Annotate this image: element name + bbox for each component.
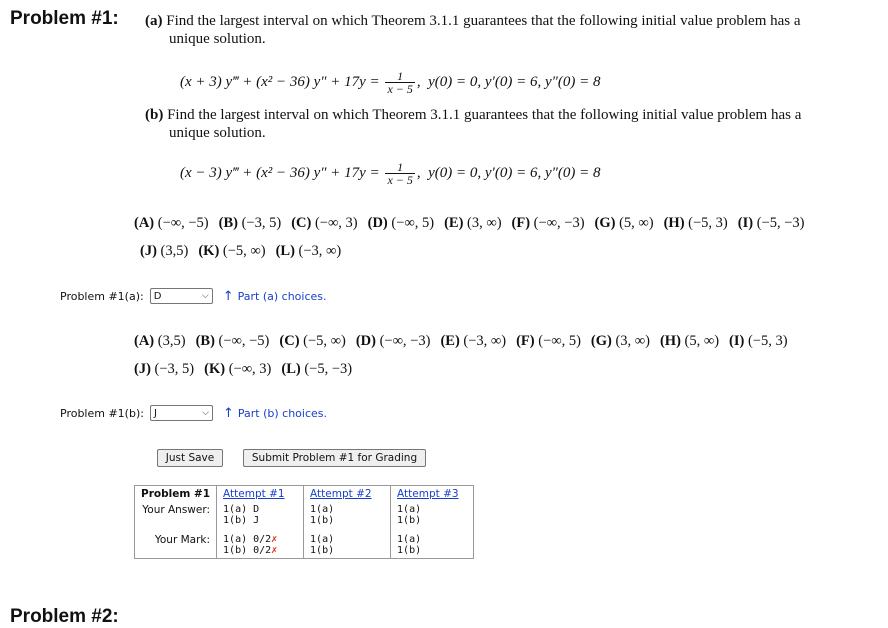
choice-interval: (5, ∞) xyxy=(684,333,720,349)
choice-interval: (−3, 5) xyxy=(154,361,195,377)
part-a-initial-conditions: y(0) = 0, y′(0) = 6, y″(0) = 8 xyxy=(428,73,601,90)
choice-interval: (−∞, −3) xyxy=(533,215,585,231)
choice-letter: (J) xyxy=(140,243,161,259)
chevron-down-icon: ⌵ xyxy=(202,408,209,418)
choice-item xyxy=(276,243,342,259)
your-mark-row xyxy=(135,528,474,559)
part-b-eq-lhs: (x − 3) y‴ + (x² − 36) y″ + 17y = xyxy=(180,164,380,181)
choice-interval: (−∞, −3) xyxy=(379,333,431,349)
part-a-equation: (x + 3) y‴ + (x² − 36) y″ + 17y = $\frac{1}{x - 5}$ , y(0) = 0, y′(0) = 6, y″(0) = 8 xyxy=(180,69,601,96)
part-b-choices-link-text: Part (b) choices. xyxy=(237,406,327,420)
part-a-text-1: Find the largest interval on which Theorem 3.1.1 guarantees that the following initial value problem has a xyxy=(166,13,801,29)
your-answer-label: Your Answer: xyxy=(142,504,211,516)
choice-interval: (−∞, 3) xyxy=(314,215,358,231)
choice-letter: (K) xyxy=(204,361,229,377)
submit-button[interactable]: Submit Problem #1 for Grading xyxy=(243,449,426,467)
wrong-x-icon: ✗ xyxy=(271,534,278,545)
choice-item xyxy=(664,215,728,231)
choice-letter: (C) xyxy=(279,333,304,349)
choice-item xyxy=(204,361,271,377)
choice-letter: (L) xyxy=(275,243,299,259)
arrow-up-icon: ↑ xyxy=(222,288,234,304)
answer-a-value: D xyxy=(153,290,162,302)
attempts-table xyxy=(134,485,474,559)
choice-item xyxy=(512,215,585,231)
choice-interval: (−5, −3) xyxy=(756,215,805,231)
choice-letter: (H) xyxy=(659,333,685,349)
part-a-choices-link[interactable] xyxy=(223,289,327,304)
choice-letter: (B) xyxy=(218,215,242,231)
choice-letter: (I) xyxy=(737,215,757,231)
choices-a-row-2 xyxy=(140,243,351,260)
part-b-choices-link[interactable] xyxy=(223,406,327,421)
choice-item xyxy=(281,361,352,377)
answer-cell-3-b: 1(b) xyxy=(397,515,422,526)
part-b-question xyxy=(145,106,875,142)
part-a-fraction xyxy=(385,70,414,95)
part-b-initial-conditions: y(0) = 0, y′(0) = 6, y″(0) = 8 xyxy=(428,164,601,181)
choice-letter: (E) xyxy=(444,215,468,231)
choice-interval: (−5, ∞) xyxy=(222,243,266,259)
choice-letter: (F) xyxy=(516,333,539,349)
part-a-frac-num: 1 xyxy=(385,70,414,83)
part-a-label: (a) xyxy=(145,13,163,29)
attempt-3-link[interactable]: Attempt #3 xyxy=(391,486,474,503)
choice-letter: (A) xyxy=(134,215,158,231)
choice-letter: (B) xyxy=(195,333,219,349)
part-b-frac-den: x − 5 xyxy=(387,173,413,187)
your-mark-label: Your Mark: xyxy=(154,534,211,546)
choice-letter: (A) xyxy=(134,333,158,349)
answer-a-row xyxy=(60,288,327,304)
part-b-text-1: Find the largest interval on which Theorem 3.1.1 guarantees that the following initial value problem has a xyxy=(167,107,802,123)
choice-item xyxy=(660,333,719,349)
choice-item xyxy=(291,215,357,231)
arrow-up-icon: ↑ xyxy=(222,405,234,421)
mark-cell-2-b: 1(b) xyxy=(310,545,335,556)
choice-letter: (F) xyxy=(511,215,534,231)
part-a-choices-link-text: Part (a) choices. xyxy=(237,289,327,303)
choice-letter: (G) xyxy=(594,215,620,231)
mark-cell-1-b: 1(b) 0/2 xyxy=(223,545,272,556)
answer-b-label: Problem #1(b): xyxy=(60,406,144,420)
answer-cell-1-b: 1(b) J xyxy=(223,515,260,526)
choice-interval: (−3, ∞) xyxy=(298,243,342,259)
mark-cell-1 xyxy=(217,528,304,559)
choices-b-row-1 xyxy=(134,333,798,350)
part-a-eq-lhs: (x + 3) y‴ + (x² − 36) y″ + 17y = xyxy=(180,73,380,90)
choice-item xyxy=(440,333,506,349)
answer-cell-2-b: 1(b) xyxy=(310,515,335,526)
choice-letter: (D) xyxy=(367,215,392,231)
choice-interval: (3, ∞) xyxy=(467,215,502,231)
choice-interval: (−3, 5) xyxy=(241,215,282,231)
part-a-text-2: unique solution. xyxy=(169,31,266,47)
part-b-frac-num: 1 xyxy=(385,161,414,174)
choice-interval: (3,5) xyxy=(160,243,189,259)
your-answer-row xyxy=(135,502,474,528)
mark-cell-3-a: 1(a) xyxy=(397,534,422,545)
answer-a-label: Problem #1(a): xyxy=(60,289,144,303)
choice-item xyxy=(595,215,654,231)
choice-interval: (−∞, 3) xyxy=(228,361,272,377)
answer-cell-3-a: 1(a) xyxy=(397,504,422,515)
choice-interval: (−∞, 5) xyxy=(538,333,581,349)
mark-cell-1-a: 1(a) 0/2 xyxy=(223,534,272,545)
answer-cell-2-a: 1(a) xyxy=(310,504,335,515)
choice-interval: (−∞, −5) xyxy=(218,333,270,349)
answer-cell-1 xyxy=(217,502,304,528)
choice-interval: (3, ∞) xyxy=(615,333,650,349)
attempts-header-row xyxy=(135,486,474,503)
choice-item xyxy=(368,215,434,231)
choice-item xyxy=(140,243,188,259)
choice-interval: (−5, ∞) xyxy=(303,333,346,349)
part-b-fraction xyxy=(385,161,414,186)
choice-item xyxy=(591,333,650,349)
choice-letter: (D) xyxy=(355,333,380,349)
choice-interval: (−3, ∞) xyxy=(463,333,507,349)
choice-interval: (−5, −3) xyxy=(304,361,353,377)
choice-item xyxy=(196,333,270,349)
choice-item xyxy=(444,215,501,231)
choice-letter: (K) xyxy=(198,243,223,259)
chevron-down-icon: ⌵ xyxy=(201,291,209,301)
choice-letter: (L) xyxy=(281,361,305,377)
choice-letter: (G) xyxy=(590,333,616,349)
choices-a-row-1 xyxy=(134,215,814,232)
mark-cell-3-b: 1(b) xyxy=(397,545,422,556)
answer-cell-3 xyxy=(391,502,474,528)
choice-interval: (−5, 3) xyxy=(747,333,788,349)
choice-item xyxy=(134,333,186,349)
answer-cell-2 xyxy=(304,502,391,528)
attempts-header: Problem #1 xyxy=(141,488,211,500)
answer-b-select[interactable] xyxy=(150,405,213,421)
choice-item xyxy=(279,333,345,349)
choice-letter: (C) xyxy=(291,215,315,231)
answer-b-row xyxy=(60,405,327,421)
problem-2-title: Problem #2: xyxy=(10,606,119,627)
choices-b-row-2 xyxy=(134,361,362,378)
choice-item xyxy=(198,243,265,259)
choice-item xyxy=(219,215,282,231)
choice-item xyxy=(356,333,431,349)
part-b-text-2: unique solution. xyxy=(169,125,266,141)
choice-interval: (−∞, −5) xyxy=(157,215,209,231)
choice-item xyxy=(729,333,788,349)
choice-interval: (5, ∞) xyxy=(619,215,654,231)
wrong-x-icon: ✗ xyxy=(271,545,278,556)
part-a-frac-den: x − 5 xyxy=(387,82,413,96)
choice-item xyxy=(134,361,194,377)
answer-b-value: J xyxy=(153,407,157,419)
choice-item xyxy=(738,215,805,231)
problem-1-title: Problem #1: xyxy=(10,8,119,29)
choice-item xyxy=(516,333,581,349)
choice-letter: (H) xyxy=(663,215,689,231)
mark-cell-3 xyxy=(391,528,474,559)
attempt-2-link[interactable]: Attempt #2 xyxy=(304,486,391,503)
choice-interval: (−∞, 5) xyxy=(391,215,435,231)
part-b-equation: (x − 3) y‴ + (x² − 36) y″ + 17y = $\frac{1}{x - 5}$ , y(0) = 0, y′(0) = 6, y″(0) = 8 xyxy=(180,160,601,187)
choice-letter: (E) xyxy=(440,333,464,349)
answer-a-select[interactable] xyxy=(150,288,213,304)
mark-cell-2-a: 1(a) xyxy=(310,534,335,545)
choice-interval: (3,5) xyxy=(157,333,186,349)
answer-cell-1-a: 1(a) D xyxy=(223,504,260,515)
attempt-1-link[interactable]: Attempt #1 xyxy=(217,486,304,503)
part-b-label: (b) xyxy=(145,107,164,123)
choice-item xyxy=(134,215,209,231)
mark-cell-2 xyxy=(304,528,391,559)
choice-letter: (J) xyxy=(134,361,155,377)
just-save-button[interactable]: Just Save xyxy=(157,449,223,467)
choice-interval: (−5, 3) xyxy=(688,215,728,231)
choice-letter: (I) xyxy=(729,333,748,349)
part-a-question xyxy=(145,12,875,48)
